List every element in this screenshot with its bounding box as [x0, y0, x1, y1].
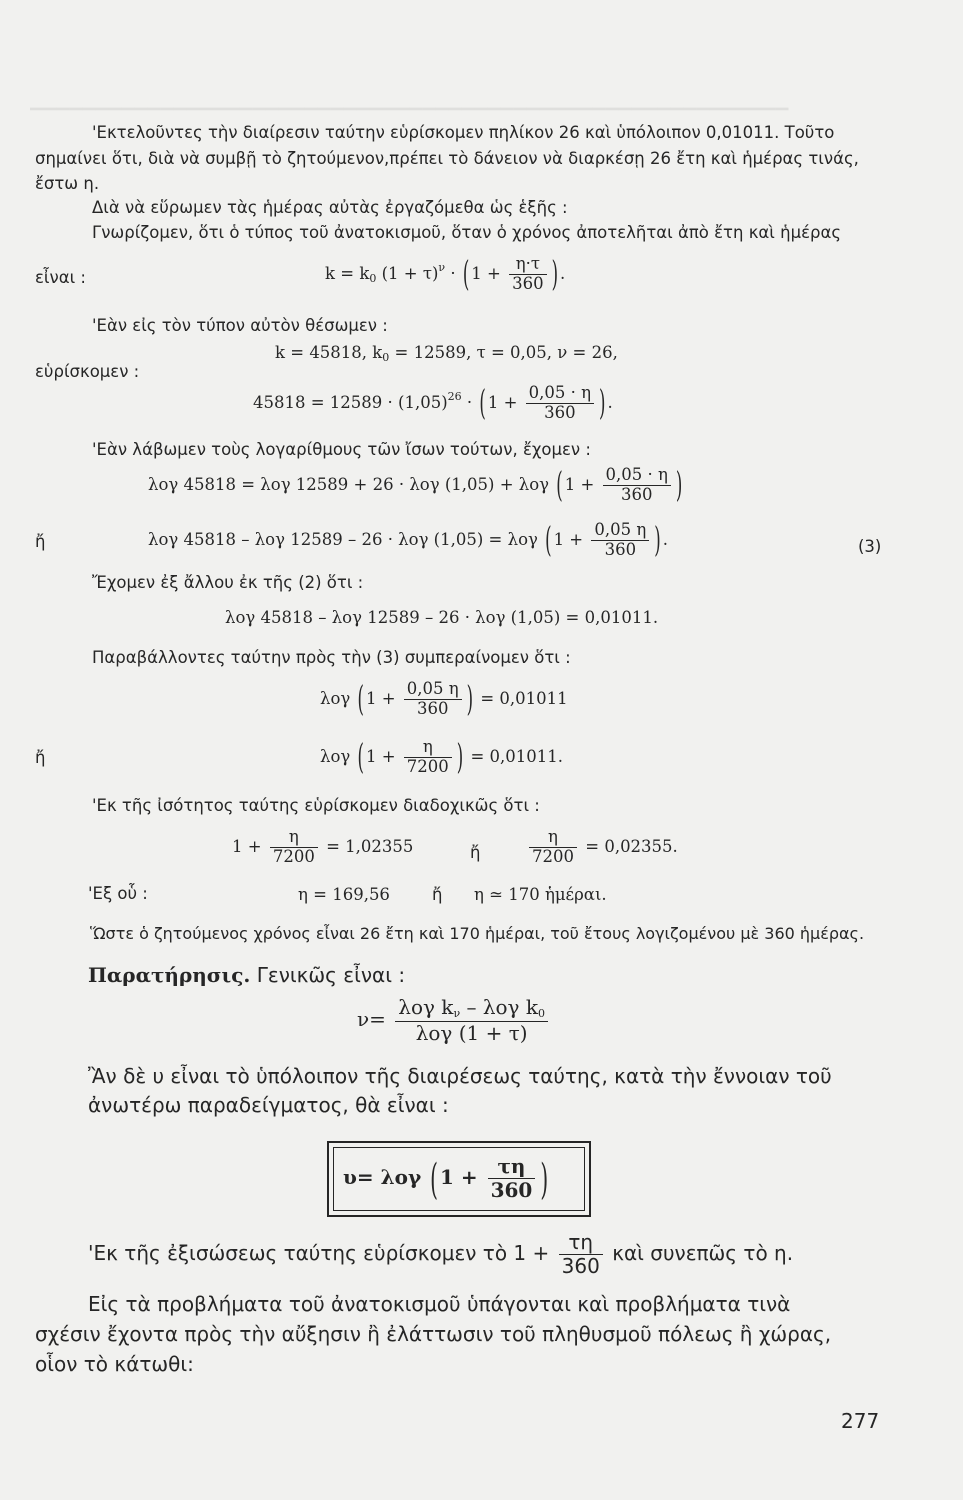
formula-compound-interest: $k = k_0$ $(1 + \tau)^\nu$ · ( 1 + $\frac{\eta\cdot\tau}{360}$ ) . [325, 253, 566, 294]
label-eta: ἤ [432, 885, 443, 904]
bleed-through-texture: ▁▁▁▁▁▁▁▁▁▁▁▁▁▁▁▁▁▁▁▁▁▁▁▁▁▁▁▁▁▁▁▁▁▁▁▁▁▁▁▁▁▁▁▁▁▁▁▁▁▁▁▁▁▁▁▁▁▁ [30, 91, 789, 110]
paragraph-line: Ἔχομεν ἐξ ἄλλου ἐκ τῆς (2) ὅτι : [92, 573, 364, 592]
paragraph-line: ἀνωτέρω παραδείγματος, θὰ εἶναι : [88, 1093, 449, 1117]
label-einai: εἶναι : [35, 268, 86, 287]
page-number: 277 [841, 1409, 880, 1433]
label-ex-ou: 'Εξ οὗ : [88, 884, 148, 903]
paragraph-line: 'Εκ τῆς ἐξισώσεως ταύτης εὑρίσκομεν τὸ 1 + $\frac{\tau\eta}{360}$ καὶ συνεπῶς τὸ η. [88, 1230, 794, 1278]
formula-solve-1: 1 + $\frac{\eta}{7200}$ = 1,02355 [232, 827, 414, 866]
formula-general: ν= $\frac{\lambda o\gamma k_\nu - \lambda o\gamma k_0}{\text{λογ (1 + τ)}}$ [357, 996, 551, 1045]
paragraph-line: 'Εὰν εἰς τὸν τύπον αὐτὸν θέσωμεν : [92, 316, 388, 335]
label-eta: ἤ [35, 748, 46, 767]
paragraph-line: Εἰς τὰ προβλήματα τοῦ ἀνατοκισμοῦ ὑπάγονται καὶ προβλήματα τινὰ [88, 1292, 791, 1316]
formula-remainder: υ= λογ ( 1 + $\frac{\tau\eta}{360}$ ) [343, 1153, 549, 1204]
paragraph-line: Διὰ νὰ εὕρωμεν τὰς ἡμέρας αὐτὰς ἐργαζόμεθα ὡς ἑξῆς : [92, 198, 568, 217]
formula-log-5: λογ ( 1 + $\frac{\eta}{7200}$ ) = 0,01011. [320, 736, 564, 777]
paragraph-line: ἔστω η. [35, 174, 100, 193]
observation-heading: Παρατήρησις. Γενικῶς εἶναι : [88, 963, 406, 987]
paragraph-line: Γνωρίζομεν, ὅτι ὁ τύπος τοῦ ἀνατοκισμοῦ, ὅταν ὁ χρόνος ἀποτελῆται ἀπὸ ἔτη καὶ ἡμέρας [92, 223, 842, 242]
formula-result-1: η = 169,56 [298, 885, 390, 904]
paragraph-line: σημαίνει ὅτι, διὰ νὰ συμβῇ τὸ ζητούμενον,πρέπει τὸ δάνειον νὰ διαρκέσῃ 26 ἔτη καὶ ἡμέρας τινάς, [35, 149, 859, 168]
equation-tag: (3) [858, 537, 882, 556]
formula-solve-2: $\frac{\eta}{7200}$ = 0,02355. [526, 828, 678, 867]
formula-log-2: λογ 45818 – λογ 12589 – 26 · λογ (1,05) = λογ ( 1 + $\frac{0,05 \eta}{360}$ ) . [148, 519, 668, 560]
formula-log-1: λογ 45818 = λογ 12589 + 26 · λογ (1,05) + λογ ( 1 + $\frac{0,05 \cdot \eta}{360}$ ) [148, 464, 683, 505]
paragraph-line: 'Εὰν λάβωμεν τοὺς λογαρίθμους τῶν ἴσων τούτων, ἔχομεν : [92, 440, 591, 459]
paragraph-line: 'Εκτελοῦντες τὴν διαίρεσιν ταύτην εὑρίσκομεν πηλίκον 26 καὶ ὑπόλοιπον 0,01011. Τοῦτο [92, 123, 835, 142]
formula-values: k = 45818, $k_0 = 12589$, τ = 0,05, ν = 26, [275, 343, 618, 364]
conclusion-line: Ὥστε ὁ ζητούμενος χρόνος εἶναι 26 ἔτη καὶ 170 ἡμέραι, τοῦ ἔτους λογιζομένου μὲ 360 ἡμέρας. [90, 924, 865, 943]
formula-log-4: λογ ( 1 + $\frac{0,05 \eta}{360}$ ) = 0,01011 [320, 678, 568, 719]
paragraph-line: 'Εκ τῆς ἰσότητος ταύτης εὑρίσκομεν διαδοχικῶς ὅτι : [92, 796, 540, 815]
formula-substituted: $45818 = 12589 \cdot (1,05)^{26}$ · ( 1 + $\frac{0,05 \cdot \eta}{360}$ ) . [253, 382, 613, 423]
label-eta: ἤ [35, 532, 46, 551]
paragraph-line: Ἂν δὲ υ εἶναι τὸ ὑπόλοιπον τῆς διαιρέσεως ταύτης, κατὰ τὴν ἔννοιαν τοῦ [88, 1064, 832, 1088]
paragraph-line: σχέσιν ἔχοντα πρὸς τὴν αὔξησιν ἢ ἐλάττωσιν τοῦ πληθυσμοῦ πόλεως ἢ χώρας, [35, 1322, 832, 1346]
formula-result-2: η ≃ 170 ἡμέραι. [474, 885, 607, 904]
label-eta: ἤ [470, 843, 481, 862]
boxed-formula [327, 1141, 591, 1217]
paragraph-line: Παραβάλλοντες ταύτην πρὸς τὴν (3) συμπεραίνομεν ὅτι : [92, 648, 571, 667]
formula-log-3: λογ 45818 – λογ 12589 – 26 · λογ (1,05) = 0,01011. [225, 608, 659, 627]
paragraph-line: οἷον τὸ κάτωθι: [35, 1352, 194, 1376]
label-euriskomen: εὑρίσκομεν : [35, 362, 140, 381]
